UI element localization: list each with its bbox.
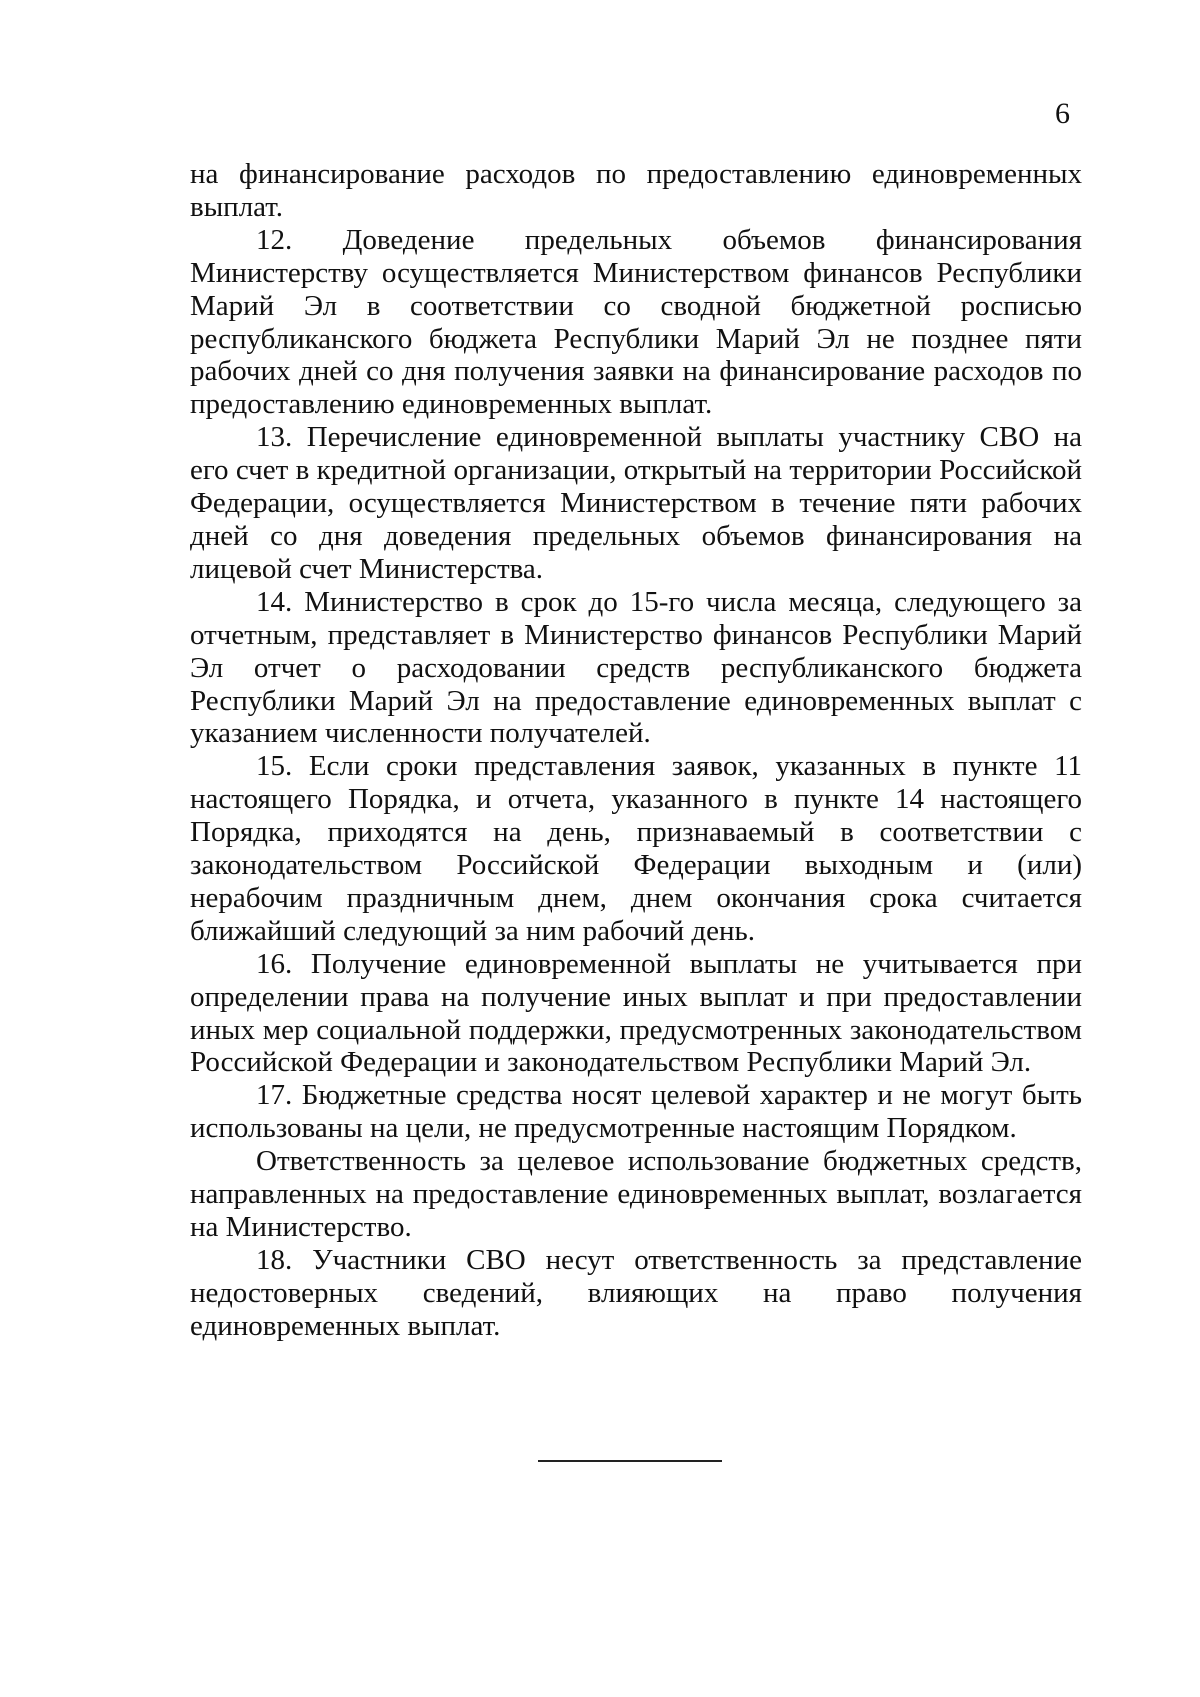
paragraph-item-12: 12. Доведение предельных объемов финансирования Министерству осуществляется Министерством финансов Республики Марий Эл в соответствии со сводной бюджетной росписью республиканского бюджета Республики Марий Эл не позднее пяти рабочих дней со дня получения заявки на финансирование расходов по предоставлению единовременных выплат. [190,223,1082,421]
paragraph-item-14: 14. Министерство в срок до 15-го числа месяца, следующего за отчетным, представляет в Министерство финансов Республики Марий Эл отчет о расходовании средств республиканского бюджета Республики Марий Эл на предоставление единовременных выплат с указанием численности получателей. [190,585,1082,750]
paragraph-item-13: 13. Перечисление единовременной выплаты участнику СВО на его счет в кредитной организации, открытый на территории Российской Федерации, осуществляется Министерством в течение пяти рабочих дней со дня доведения предельных объемов финансирования на лицевой счет Министерства. [190,421,1082,585]
paragraph-item-17: 17. Бюджетные средства носят целевой характер и не могут быть использованы на цели, не предусмотренные настоящим Порядком. [190,1079,1082,1145]
paragraph-continuation: на финансирование расходов по предоставлению единовременных выплат. [190,158,1082,223]
page-number: 6 [1055,97,1070,130]
paragraph-item-16: 16. Получение единовременной выплаты не учитывается при определении права на получение иных выплат и при предоставлении иных мер социальной поддержки, предусмотренных законодательством Российской Федерации и законодательством Республики Марий Эл. [190,947,1082,1079]
document-body [190,158,1082,1343]
paragraph-item-15: 15. Если сроки представления заявок, указанных в пункте 11 настоящего Порядка, и отчета, указанного в пункте 14 настоящего Порядка, приходятся на день, признаваемый в соответствии с законодательством Российской Федерации выходным и (или) нерабочим праздничным днем, днем окончания срока считается ближайший следующий за ним рабочий день. [190,750,1082,947]
paragraph-item-18: 18. Участники СВО несут ответственность за представление недостоверных сведений, влияющих на право получения единовременных выплат. [190,1243,1082,1342]
paragraph-responsibility: Ответственность за целевое использование бюджетных средств, направленных на предоставление единовременных выплат, возлагается на Министерство. [190,1145,1082,1243]
closing-separator-line [538,1460,722,1462]
